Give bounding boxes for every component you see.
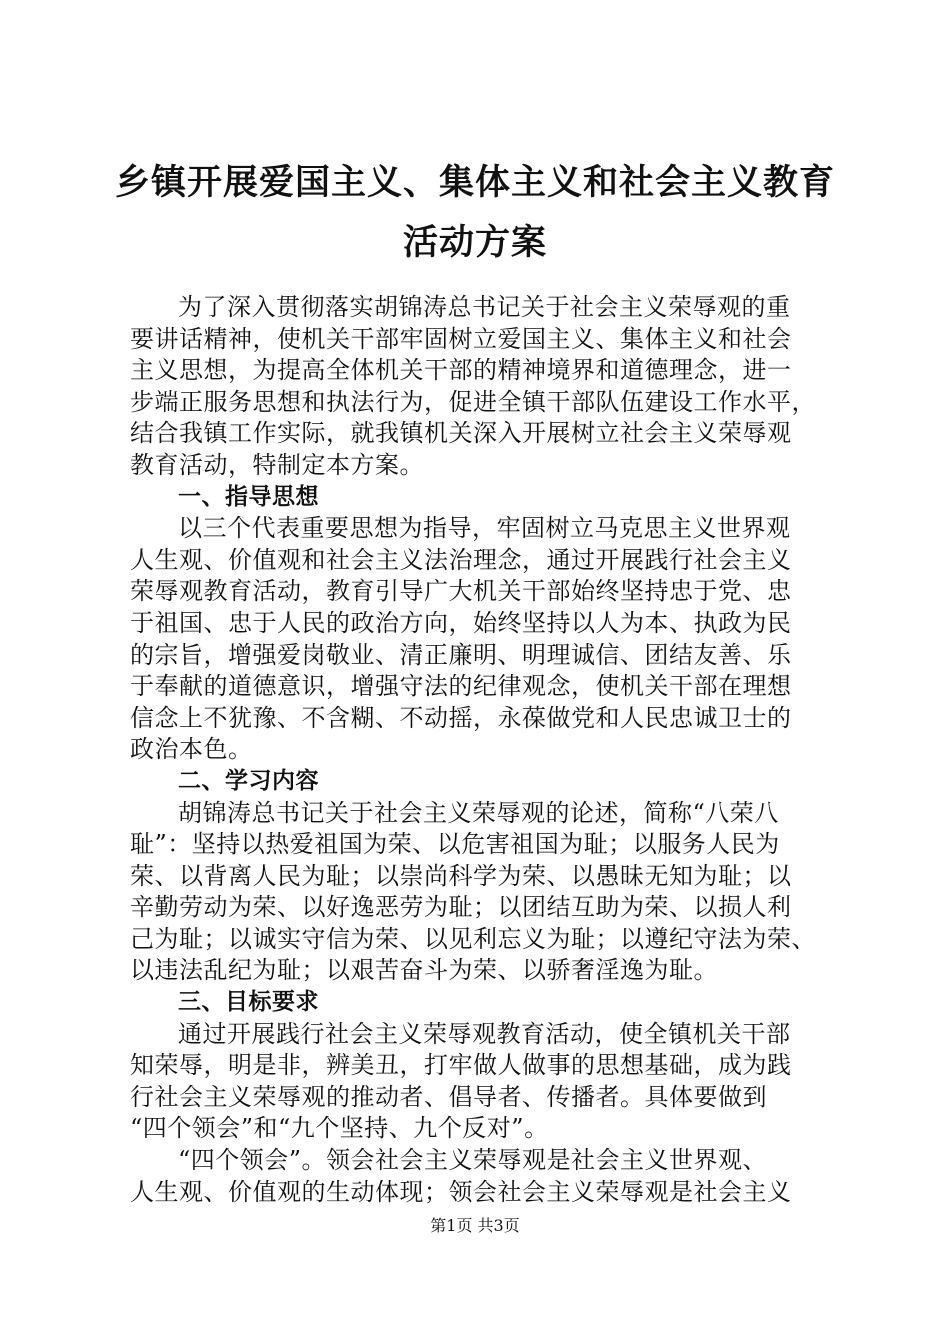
document-body [130,292,840,1208]
paragraph-line: 以违法乱纪为耻；以艰苦奋斗为荣、以骄奢淫逸为耻。 [130,956,718,985]
paragraph-line: 通过开展践行社会主义荣辱观教育活动，使全镇机关干部 [178,1019,791,1048]
paragraph-line: 于祖国、忠于人民的政治方向，始终坚持以人为本、执政为民 [130,608,792,637]
paragraph-line: 人生观、价值观的生动体现；领会社会主义荣辱观是社会主义 [130,1177,792,1206]
paragraph-line: “四个领会”和“九个坚持、九个反对”。 [130,1114,549,1143]
section-heading: 二、学习内容 [178,767,319,794]
document-title-line-1: 乡镇开展爱国主义、集体主义和社会主义教育 [114,163,835,203]
paragraph-line: 荣、以背离人民为耻；以崇尚科学为荣、以愚昧无知为耻；以 [130,861,792,890]
document-title-line-2: 活动方案 [402,223,547,263]
paragraph-line: 行社会主义荣辱观的推动者、倡导者、传播者。具体要做到 [130,1082,767,1111]
paragraph-line: 人生观、价值观和社会主义法治理念，通过开展践行社会主义 [130,545,792,574]
paragraph-line: 结合我镇工作实际，就我镇机关深入开展树立社会主义荣辱观 [130,419,792,448]
paragraph-line: 的宗旨，增强爱岗敬业、清正廉明、明理诚信、团结友善、乐 [130,640,792,669]
section-heading: 一、指导思想 [178,483,319,510]
paragraph-line: 政治本色。 [130,735,253,764]
paragraph-line: 信念上不犹豫、不含糊、不动摇，永葆做党和人民忠诚卫士的 [130,703,792,732]
paragraph-line: “四个领会”。领会社会主义荣辱观是社会主义世界观、 [178,1146,768,1175]
paragraph-line: 教育活动，特制定本方案。 [130,450,424,479]
paragraph-line: 主义思想，为提高全体机关干部的精神境界和道德理念，进一 [130,356,792,385]
paragraph-line: 耻”：坚持以热爱祖国为荣、以危害祖国为耻；以服务人民为 [130,830,780,859]
paragraph-line: 胡锦涛总书记关于社会主义荣辱观的论述，简称“八荣八 [178,798,779,827]
paragraph-line: 为了深入贯彻落实胡锦涛总书记关于社会主义荣辱观的重 [178,293,791,321]
page-footer: 第1页 共3页 [430,1216,520,1235]
paragraph-line: 于奉献的道德意识，增强守法的纪律观念，使机关干部在理想 [130,672,792,701]
paragraph-line: 步端正服务思想和执法行为，促进全镇干部队伍建设工作水平， [130,387,816,416]
paragraph-line: 以三个代表重要思想为指导，牢固树立马克思主义世界观 [178,514,791,543]
paragraph-line: 荣辱观教育活动，教育引导广大机关干部始终坚持忠于党、忠 [130,577,792,606]
paragraph-line: 要讲话精神，使机关干部牢固树立爱国主义、集体主义和社会 [130,324,792,353]
paragraph-line: 知荣辱，明是非，辨美丑，打牢做人做事的思想基础，成为践 [130,1051,792,1080]
paragraph-line: 辛勤劳动为荣、以好逸恶劳为耻；以团结互助为荣、以损人利 [130,893,792,922]
paragraph-line: 己为耻；以诚实守信为荣、以见利忘义为耻；以遵纪守法为荣、 [130,924,816,953]
section-heading: 三、目标要求 [178,989,319,1016]
